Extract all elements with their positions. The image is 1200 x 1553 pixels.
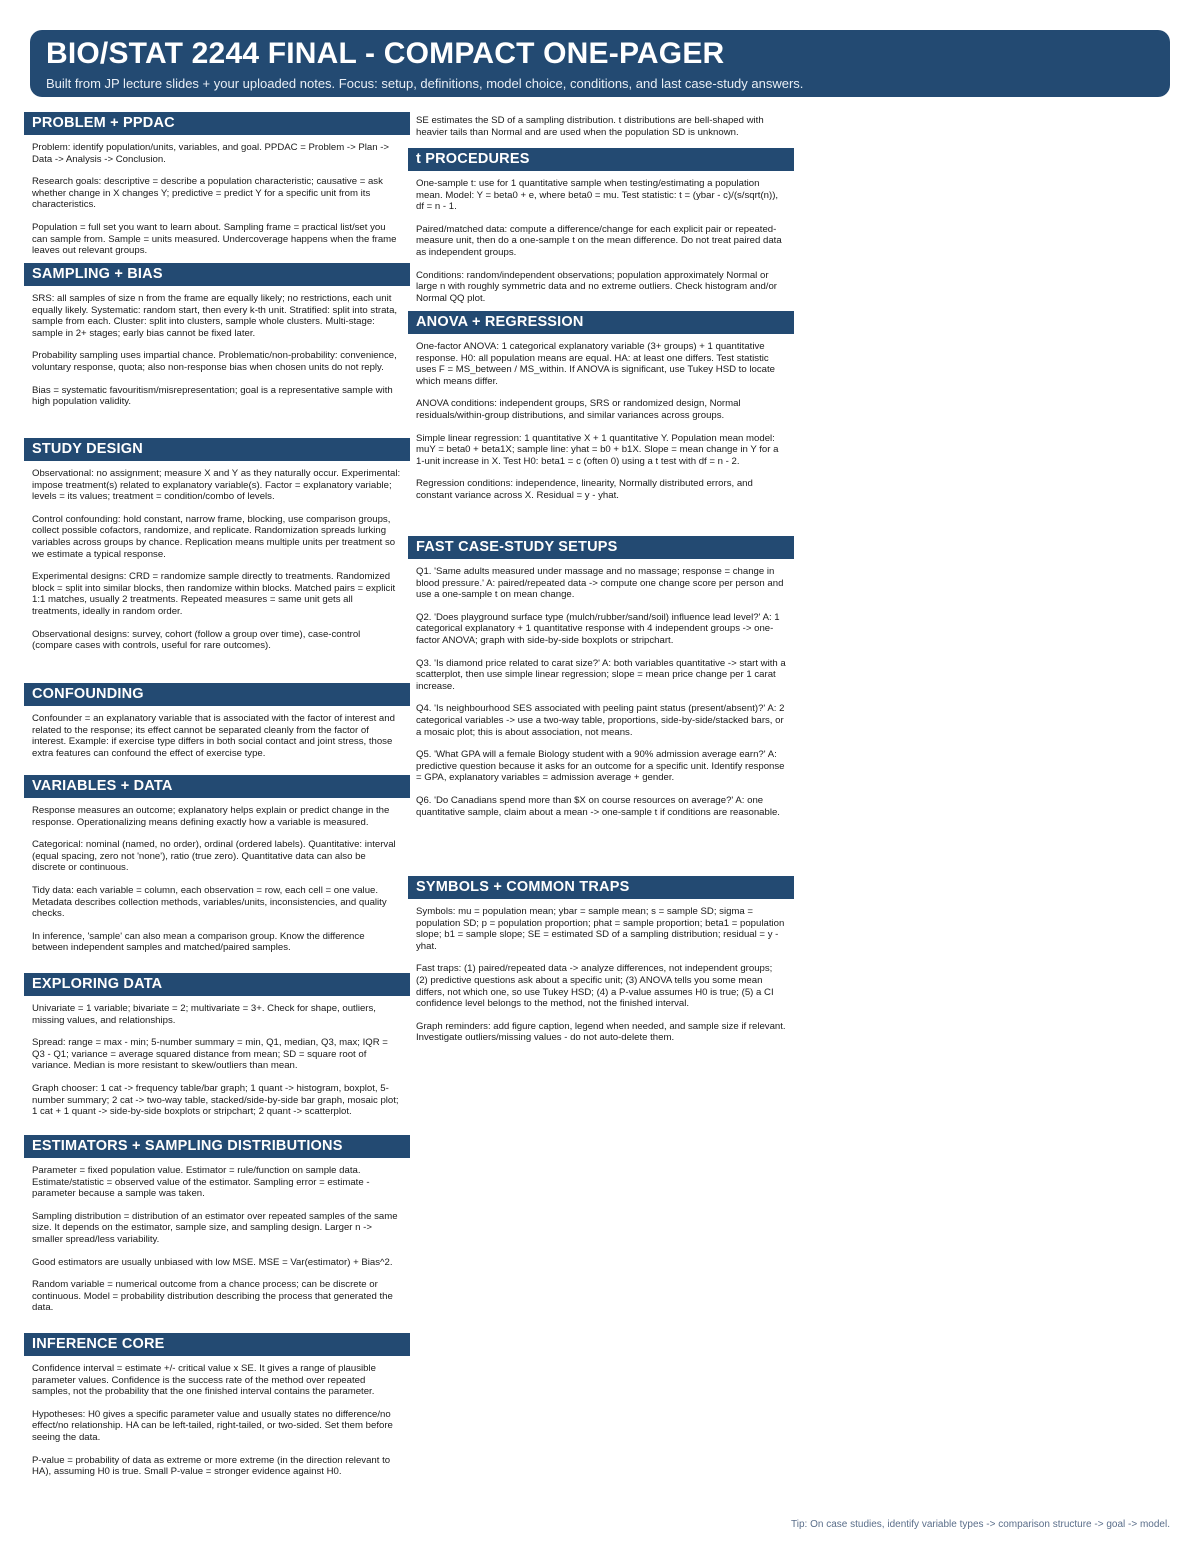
section-paragraph: Response measures an outcome; explanatory helps explain or predict change in the response. Operationalizing means defining exactly how a variable is measured. <box>32 805 390 828</box>
section-paragraph: Hypotheses: H0 gives a specific parameter value and usually states no difference/no effect/no relationship. HA can be left-tailed, right-tailed, or two-sided. Set them before seeing the data. <box>32 1408 393 1443</box>
section-paragraph: Experimental designs: CRD = randomize sample directly to treatments. Randomized block = split into similar blocks, then randomize within blocks. Matched pairs = explicit 1:1 matches, usually 2 treatments. Repeated measures = same unit gets all treatments, ideally in random order. <box>32 571 396 617</box>
section-header: ANOVA + REGRESSION <box>408 311 794 334</box>
section-paragraph: Graph chooser: 1 cat -> frequency table/bar graph; 1 quant -> histogram, boxplot, 5-number summary; 2 cat -> two-way table, stacked/side-by-side bar graph, mosaic plot; 1 cat + 1 quant -> side-by-side boxplots or stripchart; 2 quant -> scatterplot. <box>32 1082 399 1118</box>
section-paragraph: SRS: all samples of size n from the frame are equally likely; no restrictions, each unit equally likely. Systematic: random start, then every k-th unit. Stratified: split into strata, sample from each. Cluster: split into clusters, sample whole clusters. Multi-stage: sample in 2+ stages; early bias cannot be fixed later. <box>32 293 398 339</box>
section-paragraph: Conditions: random/independent observations; population approximately Normal or large n with roughly symmetric data and no extreme outliers. Check histogram and/or Normal QQ plot. <box>416 269 777 304</box>
section-body <box>24 1356 410 1516</box>
section-t-procedures <box>408 148 794 312</box>
section-body <box>24 1158 410 1340</box>
section-paragraph: Problem: identify population/units, variables, and goal. PPDAC = Problem -> Plan -> Data -> Analysis -> Conclusion. <box>32 142 390 165</box>
section-sampling-bias <box>24 263 410 439</box>
section-header: SAMPLING + BIAS <box>24 263 410 286</box>
section-paragraph: Control confounding: hold constant, narrow frame, blocking, use comparison groups, collect possible cofactors, randomize, and replicate. Randomization spreads lurking variables across groups by chance. Replication means multiple units per treatment so we estimate a typical response. <box>32 513 396 560</box>
section-header: SYMBOLS + COMMON TRAPS <box>408 876 794 899</box>
section-paragraph: Good estimators are usually unbiased with low MSE. MSE = Var(estimator) + Bias^2. <box>32 1256 393 1268</box>
section-paragraph: Simple linear regression: 1 quantitative X + 1 quantitative Y. Population mean model: muY = beta0 + beta1X; sample line: yhat = b0 + b1X. Slope = mean change in Y for a 1-unit increase in X. Test H0: beta1 = c (often 0) using a t test with df = n - 2. <box>416 432 779 467</box>
section-paragraph: Random variable = numerical outcome from a chance process; can be discrete or continuous. Model = probability distribution describing the process that generated the data. <box>32 1279 393 1314</box>
section-body <box>24 996 410 1139</box>
page-subtitle: Built from JP lecture slides + your uploaded notes. Focus: setup, definitions, model choice, conditions, and last case-study answers. <box>46 76 804 91</box>
section-continued <box>408 115 794 149</box>
section-paragraph: Q2. 'Does playground surface type (mulch/rubber/sand/soil) influence lead level?' A: 1 categorical explanatory + 1 quantitative response with 4 independent groups -> one-factor ANOVA; graph with side-by-side boxplots or stripchart. <box>416 611 780 646</box>
section-body <box>24 706 410 786</box>
section-body <box>24 798 410 980</box>
section-body <box>408 899 794 1099</box>
page-title: BIO/STAT 2244 FINAL - COMPACT ONE-PAGER <box>46 37 725 70</box>
section-body <box>408 334 794 544</box>
section-variables-data <box>24 775 410 980</box>
section-paragraph: Confounder = an explanatory variable that is associated with the factor of interest and related to the response; its effect cannot be separated cleanly from the factor of interest. Example: if exercise type differs in both social contact and joint stress, those extra features can confound the effect of exercise type. <box>32 713 395 759</box>
section-paragraph: Research goals: descriptive = describe a population characteristic; causative = ask whether change in X changes Y; predictive = predict Y for a specific unit from its characteristics. <box>32 176 383 211</box>
section-header: INFERENCE CORE <box>24 1333 410 1356</box>
section-paragraph: Observational designs: survey, cohort (follow a group over time), case-control (compare cases with controls, useful for rare outcomes). <box>32 628 361 652</box>
section-header: PROBLEM + PPDAC <box>24 112 410 135</box>
section-header: FAST CASE-STUDY SETUPS <box>408 536 794 559</box>
section-paragraph: Observational: no assignment; measure X and Y as they naturally occur. Experimental: impose treatment(s) related to explanatory variable(s). Factor = explanatory variable; levels = its values; treatment = condition/combo of levels. <box>32 468 401 503</box>
section-anova-regression <box>408 311 794 544</box>
section-paragraph: Q1. 'Same adults measured under massage and no massage; response = change in blood pressure.' A: paired/repeated data -> compute one change score per person and use a one-sample t on mean change. <box>416 566 784 601</box>
section-paragraph: Bias = systematic favouritism/misrepresentation; goal is a representative sample with high population validity. <box>32 384 393 408</box>
section-paragraph: ANOVA conditions: independent groups, SRS or randomized design, Normal residuals/within-group distributions, and similar variances across groups. <box>416 398 741 421</box>
section-paragraph: One-sample t: use for 1 quantitative sample when testing/estimating a population mean. Model: Y = beta0 + e, where beta0 = mu. Test statistic: t = (ybar - c)/(s/sqrt(n)), df = n - 1. <box>416 178 779 213</box>
footer-tip: Tip: On case studies, identify variable types -> comparison structure -> goal -> model. <box>791 1519 1170 1530</box>
section-exploring-data <box>24 973 410 1139</box>
section-paragraph: P-value = probability of data as extreme or more extreme (in the direction relevant to HA), assuming H0 is true. Small P-value = stronger evidence against H0. <box>32 1454 391 1478</box>
section-paragraph: Parameter = fixed population value. Estimator = rule/function on sample data. Estimate/statistic = observed value of the estimator. Sampling error = estimate - parameter because a sample was taken. <box>32 1165 370 1200</box>
section-header: ESTIMATORS + SAMPLING DISTRIBUTIONS <box>24 1135 410 1158</box>
section-paragraph: Q6. 'Do Canadians spend more than $X on course resources on average?' A: one quantitative sample, claim about a mean -> one-sample t if conditions are reasonable. <box>416 794 780 818</box>
section-paragraph: Categorical: nominal (named, no order), ordinal (ordered labels). Quantitative: interval (equal spacing, zero not 'none'), ratio (true zero). Quantitative data can also be discrete or continuous. <box>32 839 396 874</box>
right-column <box>408 0 794 1553</box>
section-paragraph: Univariate = 1 variable; bivariate = 2; multivariate = 3+. Check for shape, outliers, missing values, and relationships. <box>32 1003 376 1026</box>
section-paragraph: Fast traps: (1) paired/repeated data -> analyze differences, not independent groups; (2) predictive questions ask about a specific unit; (3) ANOVA tells you some mean differs, not which one, so use Tukey HSD; (4) a P-value assumes H0 is true; (5) a CI confidence level belongs to the method, not the finished interval. <box>416 963 774 1010</box>
section-paragraph: Spread: range = max - min; 5-number summary = min, Q1, median, Q3, max; IQR = Q3 - Q1; variance = average squared distance from mean; SD = square root of variance. Median is more resistant to skew/outliers than mean. <box>32 1037 388 1072</box>
section-paragraph: Q3. 'Is diamond price related to carat size?' A: both variables quantitative -> start with a scatterplot, then use simple linear regression; slope = mean price change per 1 carat increase. <box>416 657 786 692</box>
left-column <box>24 0 410 1553</box>
section-paragraph: Population = full set you want to learn about. Sampling frame = practical list/set you can sample from. Sample = units measured. Undercoverage happens when the frame leaves out relevant groups. <box>32 221 397 257</box>
section-body <box>408 559 794 881</box>
section-body <box>24 461 410 695</box>
section-paragraph: SE estimates the SD of a sampling distribution. t distributions are bell-shaped with heavier tails than Normal and are used when the population SD is unknown. <box>416 115 764 138</box>
section-paragraph: Symbols: mu = population mean; ybar = sample mean; s = sample SD; sigma = population SD; p = population proportion; phat = sample proportion; beta1 = population slope; b1 = sample slope; SE = estimated SD of a sampling distribution; residual = y - yhat. <box>416 906 785 952</box>
section-header: STUDY DESIGN <box>24 438 410 461</box>
section-body <box>24 135 410 265</box>
section-paragraph: One-factor ANOVA: 1 categorical explanatory variable (3+ groups) + 1 quantitative response. H0: all population means are equal. HA: at least one differs. Test statistic uses F = MS_between / MS_within. If ANOVA is significant, use Tukey HSD to locate which means differ. <box>416 341 775 387</box>
section-paragraph: Tidy data: each variable = column, each observation = row, each cell = one value. Metadata describes collection methods, variables/units, inconsistencies, and quality checks. <box>32 884 387 920</box>
section-body <box>24 286 410 439</box>
section-study-design <box>24 438 410 695</box>
section-paragraph: Graph reminders: add figure caption, legend when needed, and sample size if relevant. Investigate outliers/missing values - do not auto-delete them. <box>416 1020 786 1044</box>
section-symbols-common-traps <box>408 876 794 1099</box>
section-paragraph: Paired/matched data: compute a difference/change for each explicit pair or repeated-measure unit, then do a one-sample t on the mean difference. Do not treat paired data as independent groups. <box>416 223 782 258</box>
section-inference-core <box>24 1333 410 1516</box>
section-paragraph: Sampling distribution = distribution of an estimator over repeated samples of the same size. It depends on the estimator, sample size, and sampling design. Larger n -> smaller spread/less variability. <box>32 1210 398 1245</box>
section-header: t PROCEDURES <box>408 148 794 171</box>
section-paragraph: Regression conditions: independence, linearity, Normally distributed errors, and constant variance across X. Residual = y - yhat. <box>416 478 753 501</box>
section-paragraph: Probability sampling uses impartial chance. Problematic/non-probability: convenience, voluntary response, quota; also non-response bias when chosen units do not reply. <box>32 350 397 373</box>
section-confounding <box>24 683 410 786</box>
section-header: EXPLORING DATA <box>24 973 410 996</box>
section-fast-case-study-setups <box>408 536 794 881</box>
section-paragraph: Q5. 'What GPA will a female Biology student with a 90% admission average earn?' A: predictive question because it asks for an outcome for a specific unit. Identify response = GPA, explanatory variables = admission average + gender. <box>416 749 785 784</box>
section-paragraph: Confidence interval = estimate +/- critical value x SE. It gives a range of plausible parameter values. Confidence is the success rate of the method over repeated samples, not the probability that the one finished interval contains the parameter. <box>32 1363 376 1398</box>
section-header: CONFOUNDING <box>24 683 410 706</box>
section-problem-ppdac <box>24 112 410 265</box>
section-paragraph: Q4. 'Is neighbourhood SES associated with peeling paint status (present/absent)?' A: 2 categorical variables -> use a two-way table, proportions, side-by-side/stacked bars, or a mosaic plot; this is about association, not means. <box>416 703 785 738</box>
section-body <box>408 171 794 312</box>
section-header: VARIABLES + DATA <box>24 775 410 798</box>
section-estimators-sampling-distributions <box>24 1135 410 1340</box>
section-paragraph: In inference, 'sample' can also mean a comparison group. Know the difference between independent samples and matched/paired samples. <box>32 930 365 954</box>
